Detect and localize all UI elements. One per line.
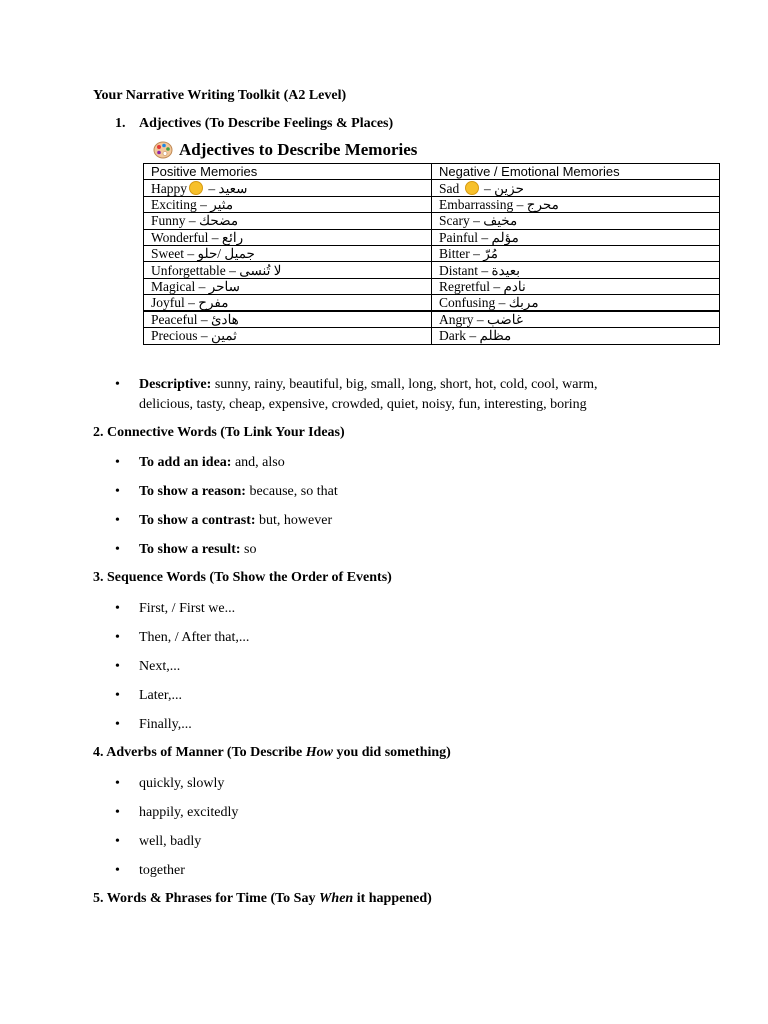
header-negative: Negative / Emotional Memories xyxy=(432,164,720,180)
descriptive-label: Descriptive: xyxy=(139,377,212,392)
bullet-icon: • xyxy=(115,484,120,499)
section-1-text: Adjectives (To Describe Feelings & Places) xyxy=(139,116,394,131)
bullet-icon: • xyxy=(115,601,120,616)
table-cell: Wonderful – رائع xyxy=(144,229,432,245)
table-cell: Funny – مضحك xyxy=(144,213,432,229)
table-row xyxy=(144,245,720,261)
section-1-heading xyxy=(115,116,393,132)
table-cell: Happy – سعيد xyxy=(144,180,432,196)
section-3-heading: 3. Sequence Words (To Show the Order of Events) xyxy=(93,570,392,585)
bullet-icon: • xyxy=(115,863,120,878)
pleading-face-icon xyxy=(465,181,479,195)
table-row xyxy=(144,262,720,278)
table-cell: Scary – مخيف xyxy=(432,213,720,229)
adjectives-table xyxy=(143,163,720,345)
table-row xyxy=(144,229,720,245)
table-cell: Exciting – مثير xyxy=(144,196,432,212)
table-title xyxy=(153,140,417,160)
table-cell: Distant – بعيدة xyxy=(432,262,720,278)
page-title: Your Narrative Writing Toolkit (A2 Level) xyxy=(93,88,347,103)
table-cell: Peaceful – هادئ xyxy=(144,311,432,328)
bullet-icon: • xyxy=(115,513,120,528)
table-cell: Sweet – جميل /حلو xyxy=(144,245,432,261)
table-row xyxy=(144,278,720,294)
smiling-face-icon xyxy=(189,181,203,195)
table-row xyxy=(144,196,720,212)
bullet-icon: • xyxy=(115,630,120,645)
bullet-icon: • xyxy=(115,717,120,732)
table-cell: Angry – غاضب xyxy=(432,311,720,328)
table-row xyxy=(144,213,720,229)
table-title-text: Adjectives to Describe Memories xyxy=(179,140,418,159)
bullet-icon: • xyxy=(115,688,120,703)
bullet-icon: • xyxy=(115,377,120,392)
table-cell: Dark – مظلم xyxy=(432,328,720,344)
bullet-icon: • xyxy=(115,455,120,470)
table-row xyxy=(144,295,720,312)
section-2-heading: 2. Connective Words (To Link Your Ideas) xyxy=(93,425,345,440)
palette-icon xyxy=(153,141,173,159)
bullet-icon: • xyxy=(115,805,120,820)
section-4-heading: 4. Adverbs of Manner (To Describe How you did something) xyxy=(93,745,451,760)
descriptive-text-line2: delicious, tasty, cheap, expensive, crowded, quiet, noisy, fun, interesting, boring xyxy=(139,397,587,412)
table-cell: Painful – مؤلم xyxy=(432,229,720,245)
table-cell: Unforgettable – لا تُنسى xyxy=(144,262,432,278)
table-cell: Sad – حزين xyxy=(432,180,720,196)
bullet-icon: • xyxy=(115,659,120,674)
bullet-icon: • xyxy=(115,542,120,557)
table-header-row xyxy=(144,164,720,180)
section-1-number: 1. xyxy=(115,116,126,131)
descriptive-text: sunny, rainy, beautiful, big, small, long, short, hot, cold, cool, warm, xyxy=(211,377,598,392)
header-positive: Positive Memories xyxy=(144,164,432,180)
bullet-icon: • xyxy=(115,834,120,849)
table-cell: Embarrassing – محرج xyxy=(432,196,720,212)
table-row xyxy=(144,311,720,328)
section-5-heading: 5. Words & Phrases for Time (To Say When it happened) xyxy=(93,891,432,906)
table-cell: Joyful – مفرح xyxy=(144,295,432,312)
table-cell: Precious – ثمين xyxy=(144,328,432,344)
table-row xyxy=(144,180,720,196)
table-cell: Magical – ساحر xyxy=(144,278,432,294)
table-row xyxy=(144,328,720,344)
table-cell: Bitter – مُرّ xyxy=(432,245,720,261)
bullet-icon: • xyxy=(115,776,120,791)
table-cell: Regretful – نادم xyxy=(432,278,720,294)
table-cell: Confusing – مربك xyxy=(432,295,720,312)
